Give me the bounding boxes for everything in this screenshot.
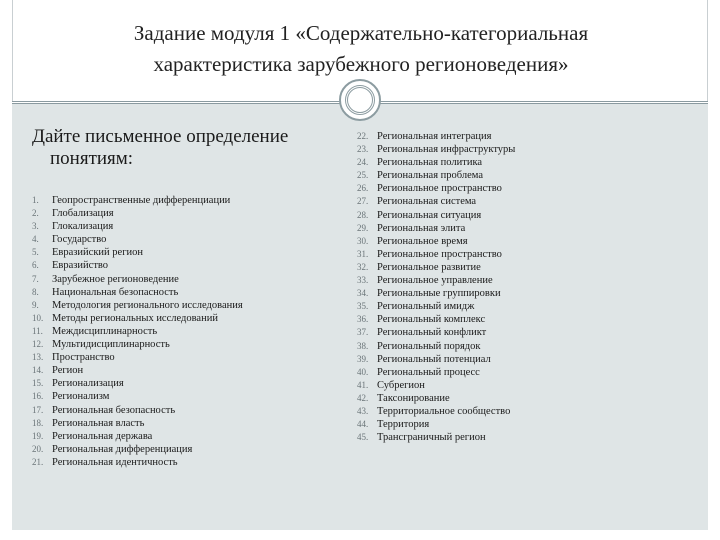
list-item [32, 220, 352, 233]
list-item-text: Регион [52, 365, 84, 377]
list-item [32, 207, 352, 220]
list-item-number: 1. [32, 195, 39, 205]
list-item [32, 325, 352, 338]
list-item [357, 287, 702, 300]
list-item-text: Региональное управление [377, 275, 493, 287]
list-item-number: 27. [357, 196, 369, 207]
list-item [357, 222, 702, 235]
list-item-text: Евразийство [52, 260, 109, 272]
list-item-number: 26. [357, 183, 369, 194]
list-item-text: Региональная интеграция [377, 131, 492, 142]
list-item-text: Региональный процесс [377, 366, 480, 378]
list-item [32, 194, 352, 207]
list-item-text: Региональный потенциал [377, 353, 491, 365]
list-item [357, 143, 702, 156]
list-item [32, 377, 352, 390]
list-item [357, 182, 702, 195]
list-item-number: 28. [357, 209, 369, 220]
list-item [357, 130, 702, 143]
list-item-text: Пространство [52, 352, 115, 364]
list-item-number: 37. [357, 327, 369, 338]
list-item-number: 3. [32, 221, 39, 232]
list-item-number: 20. [32, 443, 44, 454]
list-item-text: Территория [377, 419, 430, 431]
list-item [357, 340, 702, 353]
list-item-text: Зарубежное регионоведение [52, 273, 179, 285]
list-item-text: Субрегион [377, 379, 425, 391]
list-item-text: Регионализация [52, 378, 124, 390]
list-item-text: Региональный конфликт [377, 327, 487, 339]
list-item [32, 430, 352, 443]
list-item-text: Геопространственные дифференциации [52, 195, 231, 206]
list-item-number: 2. [32, 208, 39, 219]
list-item-text: Национальная безопасность [52, 286, 179, 298]
slide-title-line1: Задание модуля 1 «Содержательно-категориальная [133, 21, 589, 45]
list-item-text: Региональный имидж [377, 301, 475, 313]
list-item [32, 443, 352, 456]
list-item-number: 7. [32, 273, 39, 284]
list-item [32, 312, 352, 325]
list-item-text: Методология регионального исследования [52, 299, 243, 311]
list-item-number: 44. [357, 419, 369, 430]
list-item [357, 366, 702, 379]
assignment-heading-line1: Дайте письменное определение [32, 126, 289, 147]
list-item [357, 300, 702, 313]
list-item-number: 40. [357, 366, 369, 377]
list-item-text: Региональная система [377, 196, 477, 208]
list-item-number: 19. [32, 430, 44, 441]
list-item-number: 36. [357, 314, 369, 325]
list-item-text: Евразийский регион [52, 247, 143, 259]
list-item [32, 404, 352, 417]
list-item-number: 15. [32, 378, 44, 389]
list-item [357, 209, 702, 222]
list-item-text: Региональная власть [52, 417, 145, 429]
list-item [32, 338, 352, 351]
list-item-number: 11. [32, 325, 43, 336]
list-item-number: 42. [357, 392, 369, 403]
list-item-number: 35. [357, 301, 369, 312]
list-item-text: Методы региональных исследований [52, 312, 218, 324]
list-item-number: 10. [32, 312, 44, 323]
list-item [32, 364, 352, 377]
list-item-text: Региональная дифференциация [52, 443, 193, 455]
list-item-number: 8. [32, 286, 39, 297]
list-item [32, 286, 352, 299]
list-item-text: Региональное время [377, 235, 468, 247]
list-item [357, 195, 702, 208]
list-item-text: Мультидисциплинарность [52, 339, 170, 351]
list-item-text: Региональная безопасность [52, 404, 176, 416]
list-item [357, 353, 702, 366]
list-item-text: Региональная идентичность [52, 456, 178, 468]
list-item-number: 23. [357, 144, 369, 155]
list-item [32, 299, 352, 312]
list-item [32, 390, 352, 403]
list-item-text: Региональное пространство [377, 183, 502, 195]
list-item-number: 38. [357, 340, 369, 351]
list-item-number: 29. [357, 222, 369, 233]
list-item [32, 351, 352, 364]
list-item-text: Региональное пространство [377, 248, 502, 260]
list-item-number: 39. [357, 353, 369, 364]
list-item [357, 261, 702, 274]
list-item [357, 235, 702, 248]
list-item [32, 259, 352, 272]
list-item-number: 31. [357, 248, 369, 259]
list-item-text: Таксонирование [377, 392, 450, 404]
list-item-number: 22. [357, 131, 369, 141]
list-item-number: 21. [32, 456, 44, 467]
list-item-text: Региональная проблема [377, 170, 484, 182]
list-item-text: Региональный комплекс [377, 314, 486, 326]
list-item-text: Государство [52, 234, 107, 246]
list-item-text: Глокализация [52, 221, 114, 233]
list-item-text: Региональная инфраструктуры [377, 144, 516, 156]
list-item-number: 4. [32, 234, 39, 245]
list-item-text: Территориальное сообщество [377, 405, 511, 417]
list-item-text: Междисциплинарность [52, 325, 158, 337]
circle-ornament-icon [339, 79, 381, 121]
list-item [32, 246, 352, 259]
list-item-text: Трансграничный регион [377, 432, 486, 444]
list-item-number: 41. [357, 379, 369, 390]
list-item [357, 313, 702, 326]
list-item-number: 9. [32, 299, 39, 310]
list-item [32, 417, 352, 430]
list-item-number: 33. [357, 275, 369, 286]
list-item [357, 248, 702, 261]
list-item-text: Региональный порядок [377, 340, 481, 352]
list-item [32, 273, 352, 286]
list-item-number: 34. [357, 288, 369, 299]
list-item-number: 43. [357, 405, 369, 416]
list-item-number: 6. [32, 260, 39, 271]
list-item-number: 30. [357, 235, 369, 246]
list-item-number: 25. [357, 170, 369, 181]
list-item [357, 392, 702, 405]
list-item-number: 45. [357, 432, 369, 443]
list-item [32, 456, 352, 469]
list-item-text: Региональные группировки [377, 288, 501, 300]
list-item-number: 14. [32, 365, 44, 376]
list-item [357, 405, 702, 418]
list-item-text: Региональное развитие [377, 261, 481, 273]
list-item-number: 32. [357, 261, 369, 272]
slide-title [13, 18, 708, 80]
list-item-number: 5. [32, 247, 39, 258]
list-item-text: Региональная ситуация [377, 209, 482, 221]
list-item-text: Региональная держава [52, 430, 153, 442]
list-item-number: 16. [32, 391, 44, 402]
assignment-heading [32, 126, 362, 170]
slide-title-line2: характеристика зарубежного регионоведения» [153, 52, 569, 76]
assignment-heading-line2: понятиям: [50, 148, 134, 169]
list-item [357, 418, 702, 431]
list-item-text: Регионализм [52, 391, 110, 403]
list-item-text: Региональная элита [377, 222, 466, 234]
list-item [357, 156, 702, 169]
list-item-number: 18. [32, 417, 44, 428]
terms-list-right [357, 130, 702, 444]
list-item [357, 431, 702, 444]
slide [12, 0, 708, 530]
list-item-number: 24. [357, 157, 369, 168]
list-item [357, 379, 702, 392]
list-item-text: Глобализация [52, 208, 114, 220]
list-item-text: Региональная политика [377, 157, 483, 169]
list-item [357, 169, 702, 182]
list-item [357, 326, 702, 339]
list-item [357, 274, 702, 287]
terms-list-left [32, 194, 352, 469]
list-item [32, 233, 352, 246]
list-item-number: 17. [32, 404, 44, 415]
list-item-number: 13. [32, 352, 44, 363]
list-item-number: 12. [32, 339, 44, 350]
